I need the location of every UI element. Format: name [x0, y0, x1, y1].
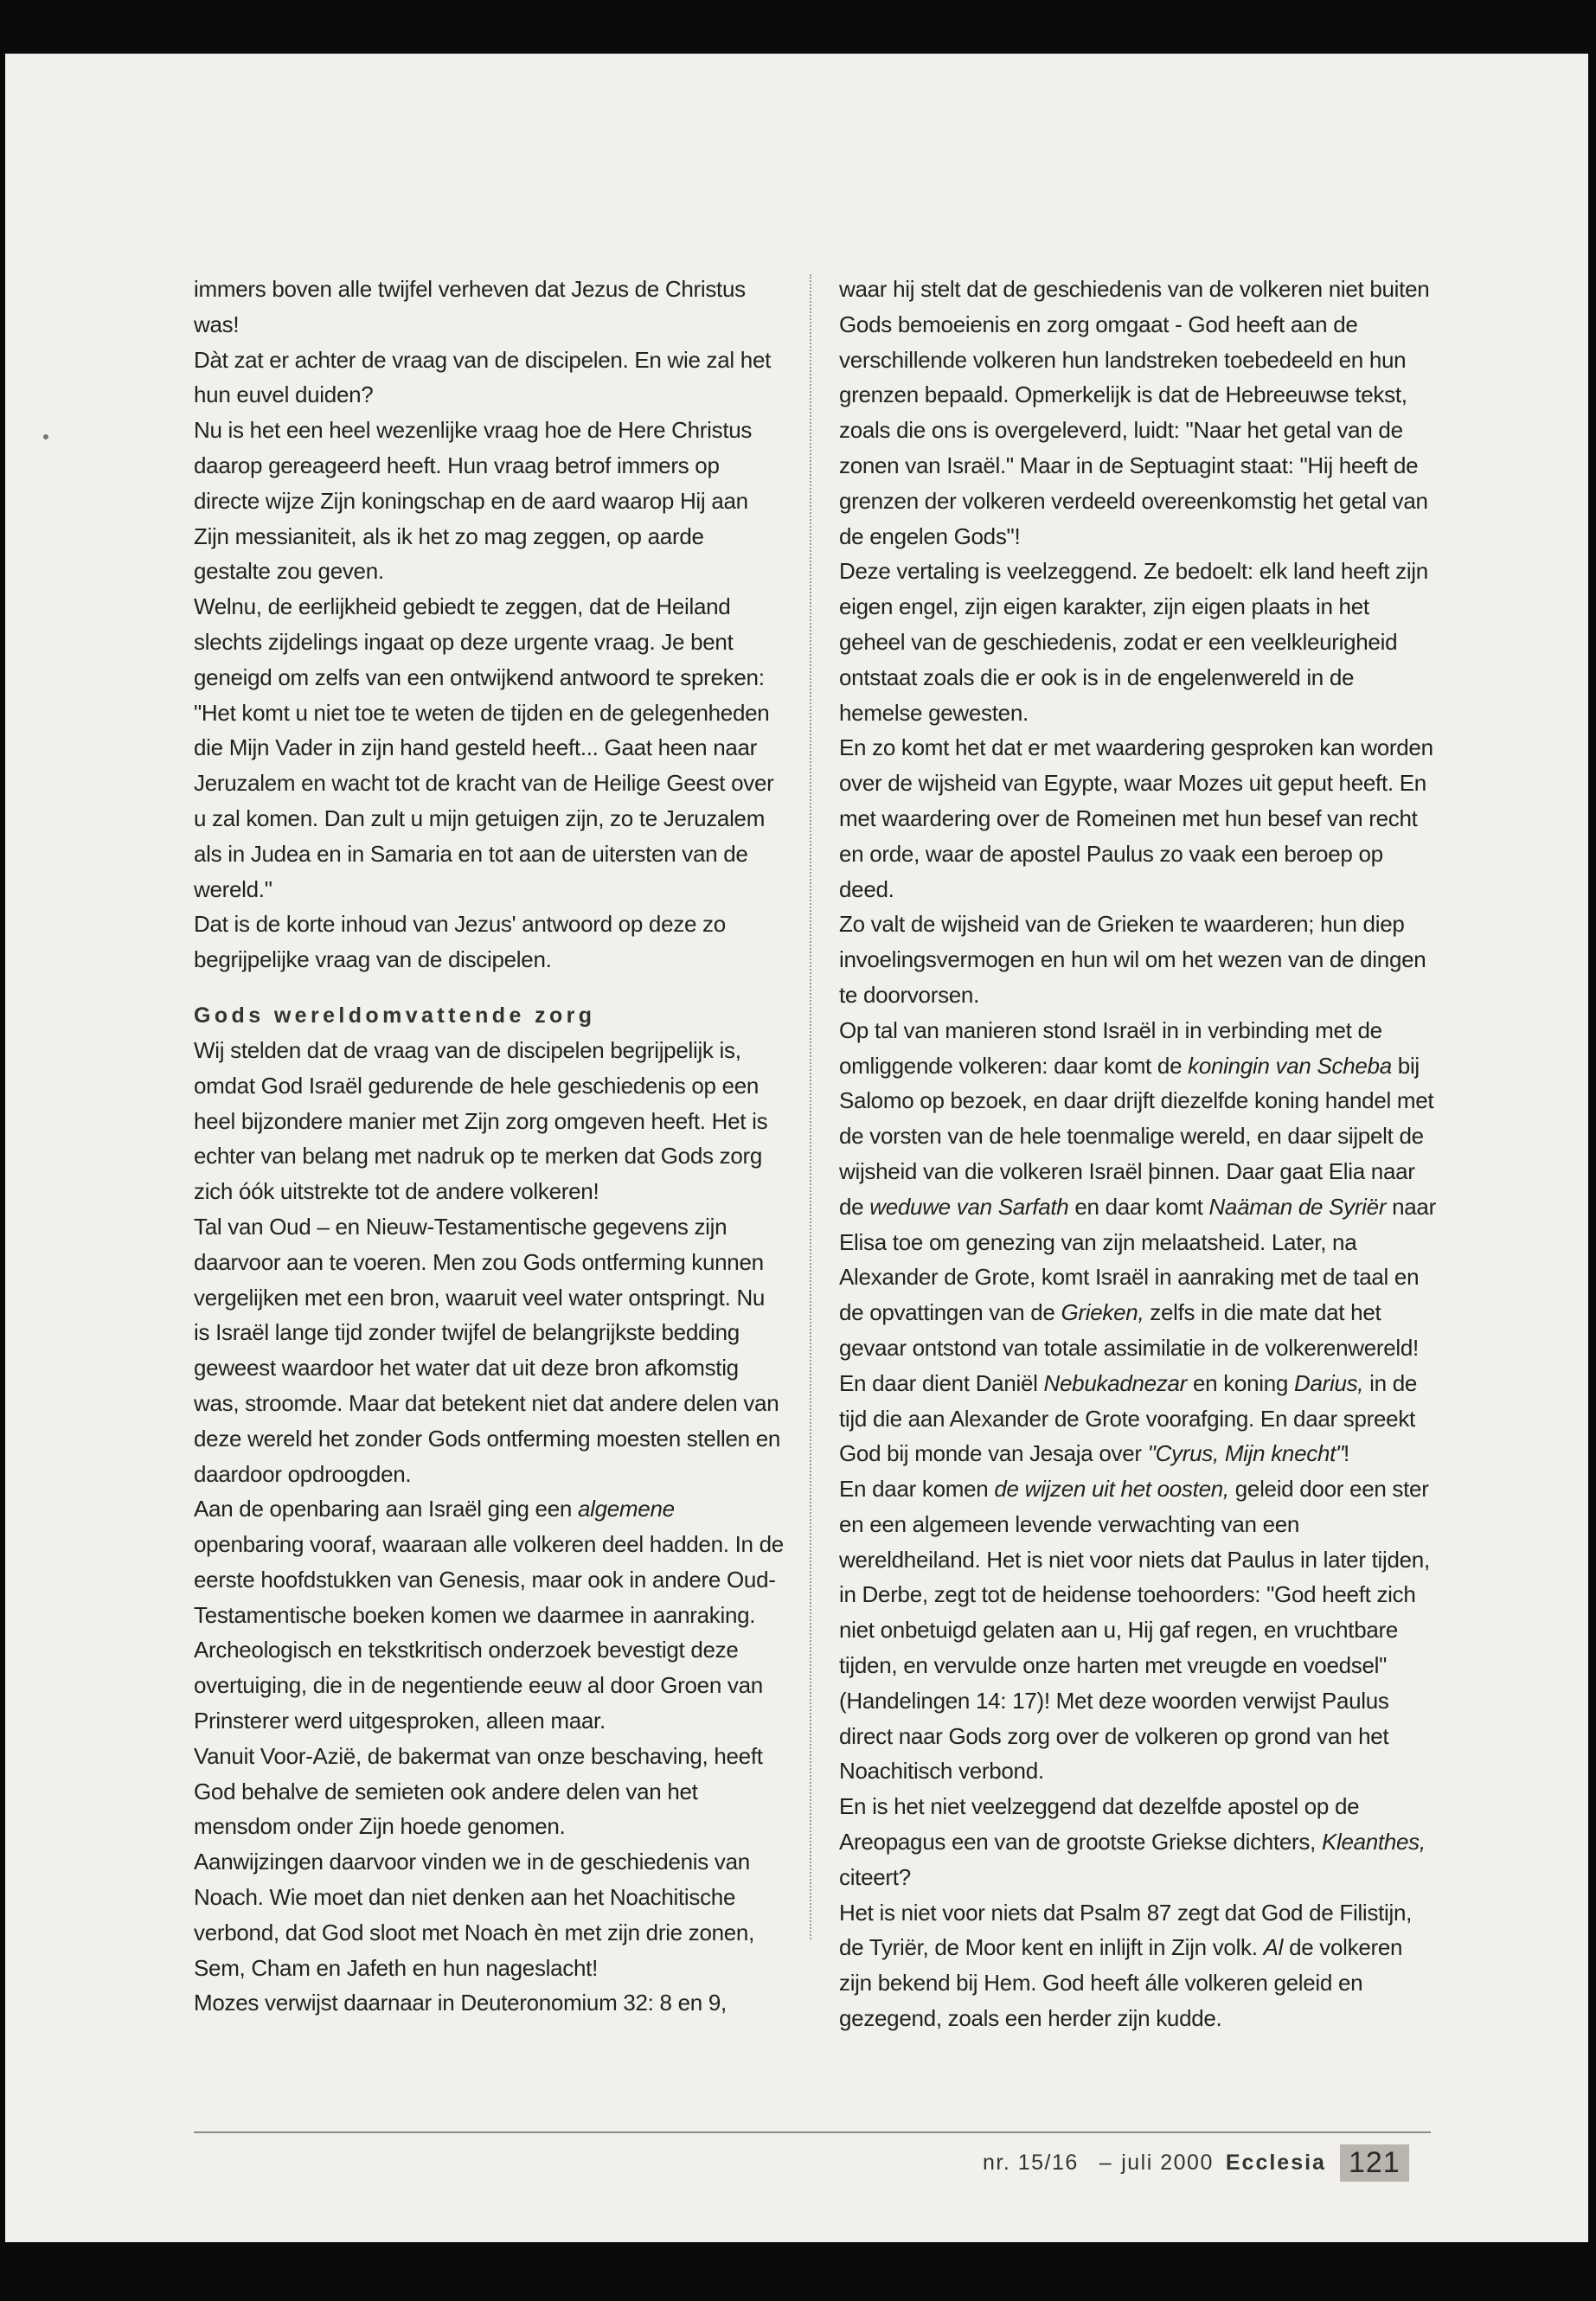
paragraph: En zo komt het dat er met waardering gesproken kan worden over de wijsheid van Egypte, waar Mozes uit geput heeft. En met waardering over de Romeinen met hun besef van recht en orde, waar de apostel Paulus zo vaak een beroep op deed. — [839, 734, 1433, 902]
paragraph: Dat is de korte inhoud van Jezus' antwoord op deze zo begrijpelijke vraag van de discipelen. — [194, 911, 726, 973]
paragraph: En daar komen de wijzen uit het oosten, geleid door een ster en een algemeen levende verwachting van een wereldheiland. Het is niet voor niets dat Paulus in later tijden, in Derbe, zegt tot de heidense toehoorders: "God heeft zich niet onbetuigd gelaten aan u, Hij gaf regen, en vruchtbare tijden, en vervulde onze harten met vreugde en voedsel" (Handelingen 14: 17)! Met deze woorden verwijst Paulus direct naar Gods zorg over de volkeren op grond van het Noachitisch verbond. — [839, 1476, 1430, 1785]
paragraph: Aan de openbaring aan Israël ging een algemene openbaring vooraf, waaraan alle volkeren deel hadden. In de eerste hoofdstukken van Genesis, maar ook in andere Oud-Testamentische boeken komen we daarmee in aanraking. Archeologisch en tekstkritisch onderzoek bevestigt deze overtuiging, die in de negentiende eeuw al door Groen van Prinsterer werd uitgesproken, alleen maar. — [194, 1496, 784, 1734]
paragraph: Welnu, de eerlijkheid gebiedt te zeggen, dat de Heiland slechts zijdelings ingaat op deze urgente vraag. Je bent geneigd om zelfs van een ontwijkend antwoord te spreken: "Het komt u niet toe te weten de tijden en de gelegenheden die Mijn Vader in zijn hand gesteld heeft... Gaat heen naar Jeruzalem en wacht tot de kracht van de Heilige Geest over u zal komen. Dan zult u mijn getuigen zijn, zo te Jeruzalem als in Judea en in Samaria en tot aan de uitersten van de wereld." — [194, 593, 774, 902]
column-divider — [810, 274, 811, 1939]
left-column — [194, 272, 784, 2021]
paragraph: Dàt zat er achter de vraag van de discipelen. En wie zal het hun euvel duiden? — [194, 346, 772, 408]
paragraph: Vanuit Voor-Azië, de bakermat van onze beschaving, heeft God behalve de semieten ook andere delen van het mensdom onder Zijn hoede genomen. — [194, 1742, 763, 1840]
paragraph: waar hij stelt dat de geschiedenis van de volkeren niet buiten Gods bemoeienis en zorg omgaat - God heeft aan de verschillende volkeren hun landstreken toebedeeld en hun grenzen bepaald. Opmerkelijk is dat de Hebreeuwse tekst, zoals die ons is overgeleverd, luidt: "Naar het getal van de zonen van Israël." Maar in de Septuagint staat: "Hij heeft de grenzen der volkeren verdeeld overeenkomstig het getal van de engelen Gods"! — [839, 276, 1430, 549]
magazine-name: Ecclesia — [1225, 2150, 1326, 2175]
page-footer — [983, 2138, 1409, 2187]
paragraph: Deze vertaling is veelzeggend. Ze bedoelt: elk land heeft zijn eigen engel, zijn eigen karakter, zijn eigen plaats in het geheel van de geschiedenis, zodat er een veelkleurigheid ontstaat zoals die er ook is in de engelenwereld in de hemelse gewesten. — [839, 558, 1428, 726]
paragraph: Op tal van manieren stond Israël in in verbinding met de omliggende volkeren: daar komt de koningin van Scheba bij Salomo op bezoek, en daar drijft diezelfde koning handel met de vorsten van de hele toenmalige wereld, en daar sijpelt de wijsheid van die volkeren Israël þinnen. Daar gaat Elia naar de weduwe van Sarfath en daar komt Naäman de Syriër naar Elisa toe om genezing van zijn melaatsheid. Later, na Alexander de Grote, komt Israël in aanraking met de taal en de opvattingen van de Grieken, zelfs in die mate dat het gevaar ontstond van totale assimilatie in de volkerenwereld! En daar dient Daniël Nebukadnezar en koning Darius, in de tijd die aan Alexander de Grote voorafging. En daar spreekt God bij monde van Jesaja over "Cyrus, Mijn knecht"! — [839, 1016, 1436, 1467]
right-column — [839, 272, 1436, 2036]
page-number: 121 — [1340, 2144, 1409, 2182]
paragraph: Zo valt de wijsheid van de Grieken te waarderen; hun diep invoelingsvermogen en hun wil om het wezen van de dingen te doorvorsen. — [839, 911, 1426, 1008]
paragraph: En is het niet veelzeggend dat dezelfde apostel op de Areopagus een van de grootste Griekse dichters, Kleanthes, citeert? — [839, 1793, 1426, 1890]
section-heading: Gods wereldomvattende zorg — [194, 1003, 596, 1028]
issue-number: nr. 15/16 — [983, 2150, 1079, 2175]
punch-mark — [43, 434, 48, 439]
paragraph: Mozes verwijst daarnaar in Deuteronomium 32: 8 en 9, — [194, 1990, 727, 2016]
paragraph: Wij stelden dat de vraag van de discipelen begrijpelijk is, omdat God Israël gedurende de hele geschiedenis op een heel bijzondere manier met Zijn zorg omgeven heeft. Het is echter van belang met nadruk op te merken dat Gods zorg zich óók uitstrekte tot de andere volkeren! — [194, 1036, 768, 1205]
paragraph: immers boven alle twijfel verheven dat Jezus de Christus was! — [194, 276, 746, 337]
paragraph: Tal van Oud – en Nieuw-Testamentische gegevens zijn daarvoor aan te voeren. Men zou Gods ontferming kunnen vergelijken met een bron, waaruit veel water ontspringt. Nu is Israël lange tijd zonder twijfel de belangrijkste bedding geweest waardoor het water dat uit deze bron afkomstig was, stroomde. Maar dat betekent niet dat andere delen van deze wereld het zonder Gods ontferming moesten stellen en daardoor opdroogden. — [194, 1213, 781, 1487]
paragraph: Aanwijzingen daarvoor vinden we in de geschiedenis van Noach. Wie moet dan niet denken aan het Noachitische verbond, dat God sloot met Noach èn met zijn drie zonen, Sem, Cham en Jafeth en hun nageslacht! — [194, 1849, 755, 1981]
magazine-page — [5, 54, 1588, 2242]
footer-rule — [194, 2131, 1431, 2133]
paragraph: Het is niet voor niets dat Psalm 87 zegt dat God de Filistijn, de Tyriër, de Moor kent en inlijft in Zijn volk. Al de volkeren zijn bekend bij Hem. God heeft álle volkeren geleid en gezegend, zoals een herder zijn kudde. — [839, 1899, 1413, 2032]
paragraph: Nu is het een heel wezenlijke vraag hoe de Here Christus daarop gereageerd heeft. Hun vraag betrof immers op directe wijze Zijn koningschap en de aard waarop Hij aan Zijn messianiteit, als ik het zo mag zeggen, op aarde gestalte zou geven. — [194, 417, 753, 585]
issue-date: juli 2000 — [1121, 2150, 1214, 2175]
footer-dash: – — [1099, 2150, 1113, 2175]
